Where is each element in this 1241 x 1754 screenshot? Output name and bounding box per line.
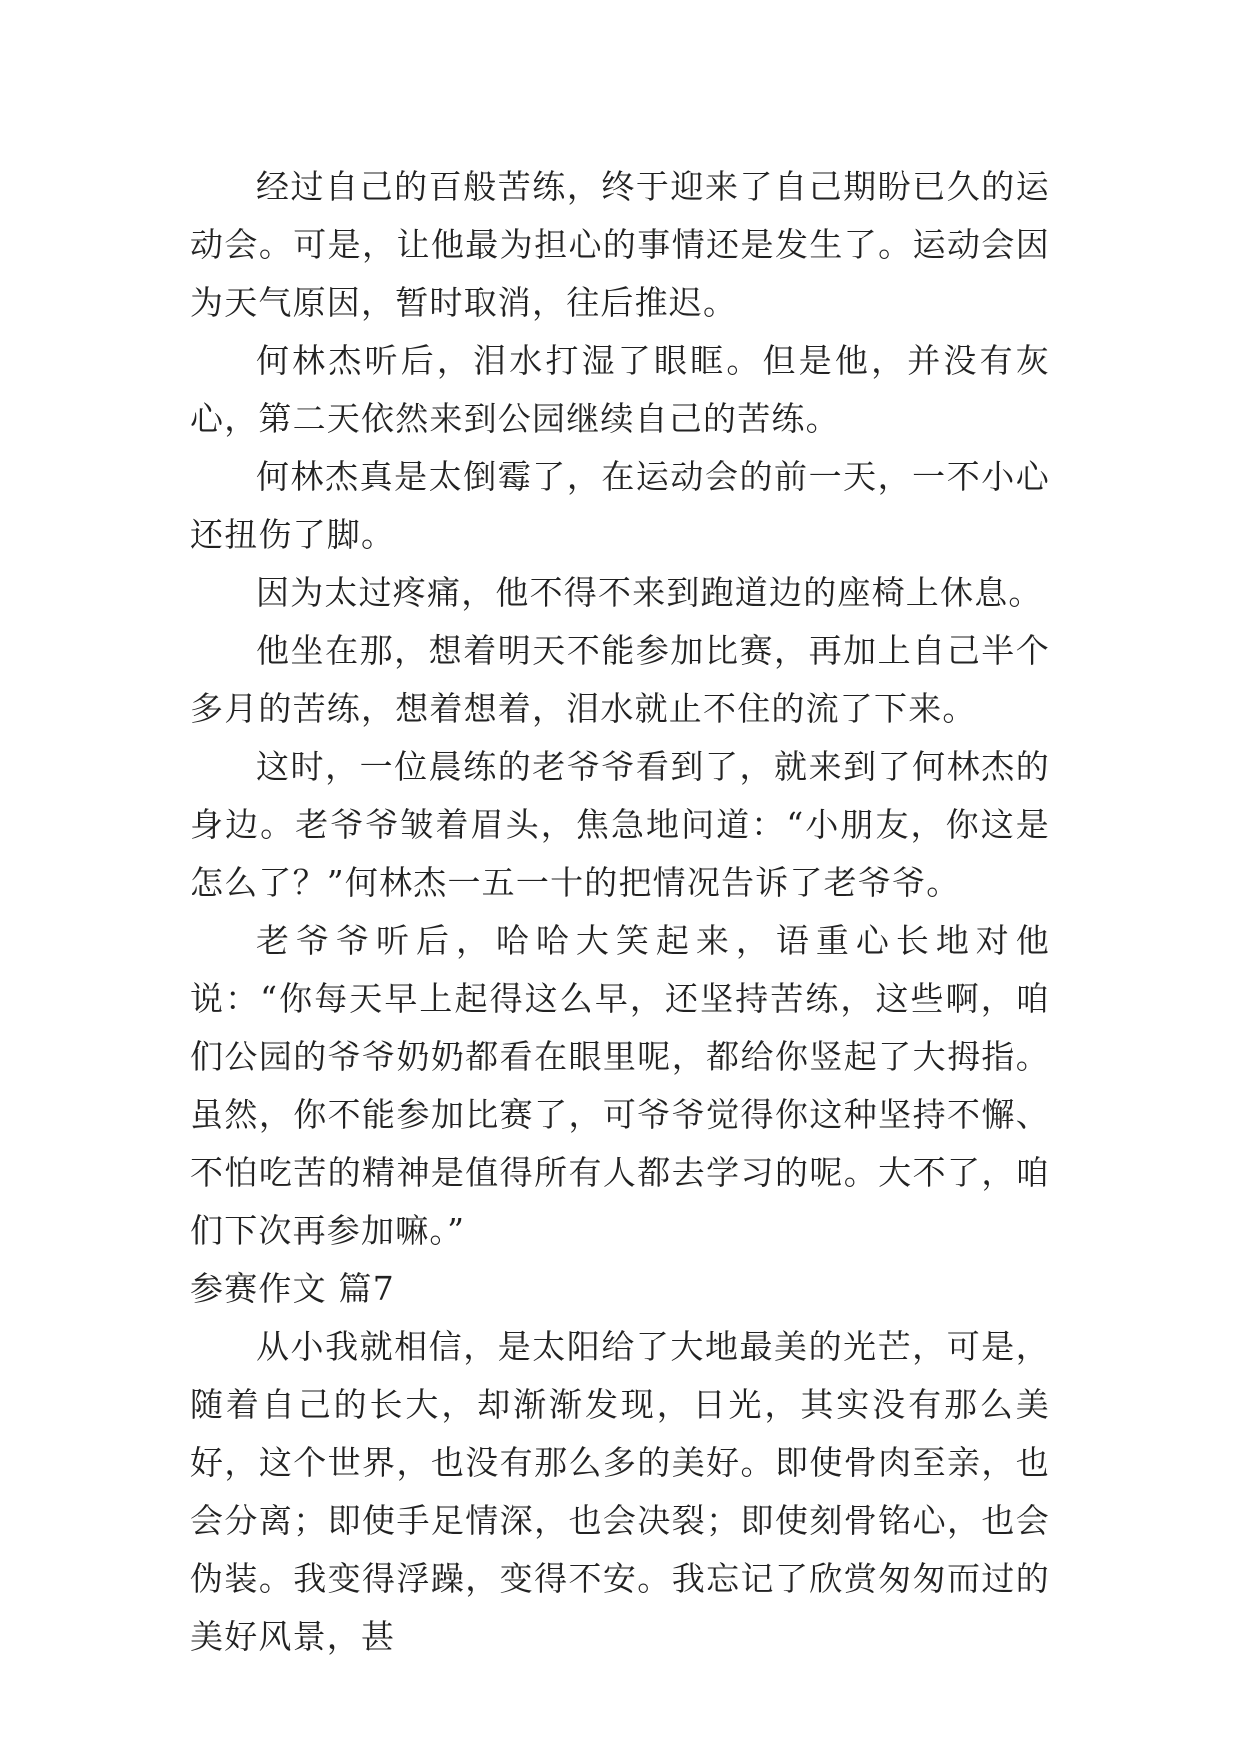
paragraph: 这时，一位晨练的老爷爷看到了，就来到了何林杰的身边。老爷爷皱着眉头，焦急地问道：“小朋友，你这是怎么了？”何林杰一五一十的把情况告诉了老爷爷。: [190, 747, 1050, 902]
paragraph: 他坐在那，想着明天不能参加比赛，再加上自己半个多月的苦练，想着想着，泪水就止不住的流了下来。: [190, 631, 1050, 728]
paragraph: 何林杰听后，泪水打湿了眼眶。但是他，并没有灰心，第二天依然来到公园继续自己的苦练。: [190, 341, 1050, 438]
paragraph: 从小我就相信，是太阳给了大地最美的光芒，可是，随着自己的长大，却渐渐发现，日光，其实没有那么美好，这个世界，也没有那么多的美好。即使骨肉至亲，也会分离；即使手足情深，也会决裂；即使刻骨铭心，也会伪装。我变得浮躁，变得不安。我忘记了欣赏匆匆而过的美好风景，甚: [190, 1327, 1050, 1656]
section-heading: 参赛作文 篇7: [190, 1269, 395, 1308]
paragraph: 何林杰真是太倒霉了，在运动会的前一天，一不小心还扭伤了脚。: [190, 457, 1050, 554]
paragraph: 老爷爷听后，哈哈大笑起来，语重心长地对他说：“你每天早上起得这么早，还坚持苦练，这些啊，咱们公园的爷爷奶奶都看在眼里呢，都给你竖起了大拇指。虽然，你不能参加比赛了，可爷爷觉得你这种坚持不懈、不怕吃苦的精神是值得所有人都去学习的呢。大不了，咱们下次再参加嘛。”: [190, 921, 1050, 1250]
paragraph: 因为太过疼痛，他不得不来到跑道边的座椅上休息。: [256, 573, 1043, 612]
article-body: [190, 158, 1050, 1666]
paragraph: 经过自己的百般苦练，终于迎来了自己期盼已久的运动会。可是，让他最为担心的事情还是发生了。运动会因为天气原因，暂时取消，往后推迟。: [190, 167, 1050, 322]
